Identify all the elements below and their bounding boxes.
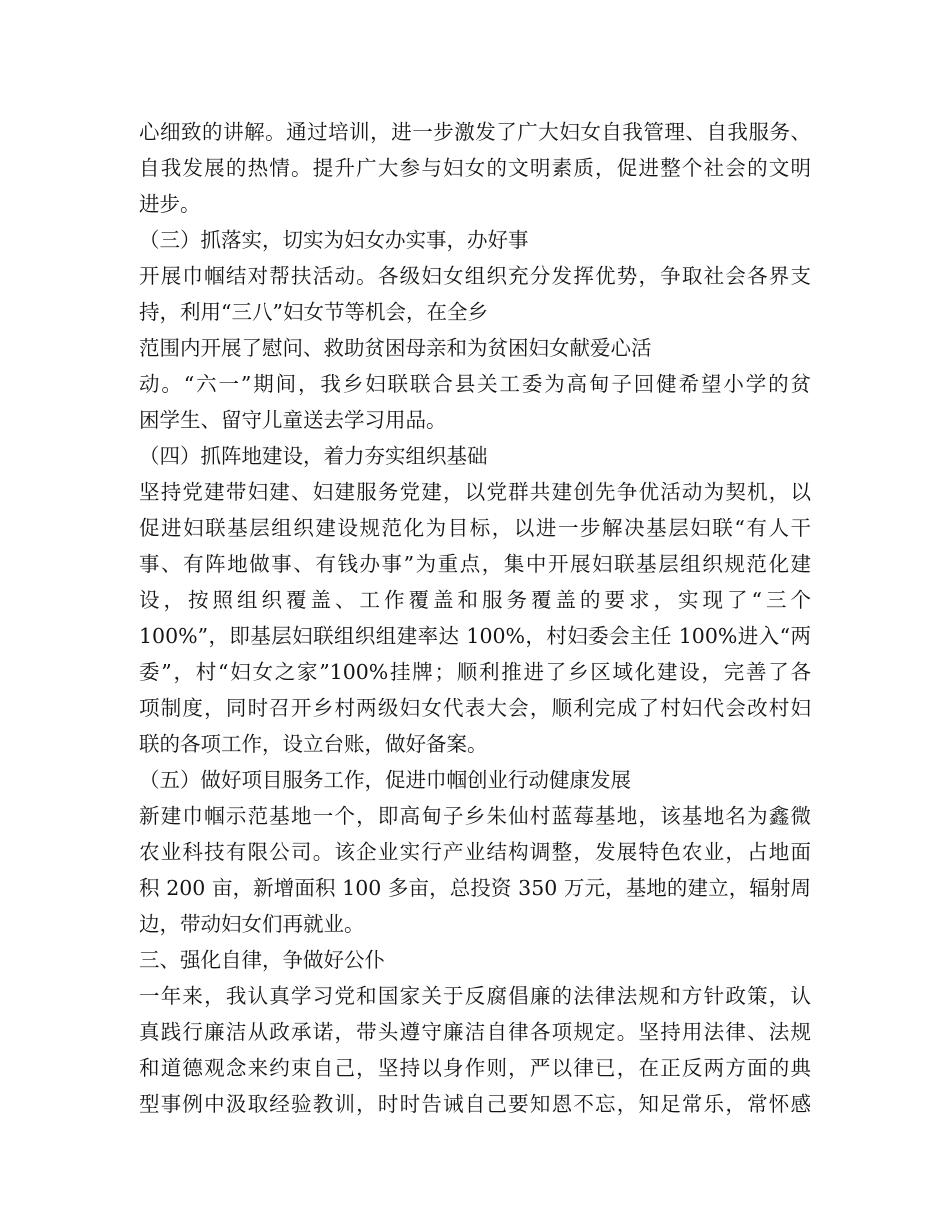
text-line: 联的各项工作，设立台账，做好备案。 [139,732,488,756]
text-line: 新建巾帼示范基地一个，即高甸子乡朱仙村蓝莓基地，该基地名为鑫微 [139,804,811,828]
text-line: 边，带动妇女们再就业。 [139,912,365,936]
text-line: 项制度，同时召开乡村两级妇女代表大会，顺利完成了村妇代会改村妇 [139,696,811,720]
text-line: 范围内开展了慰问、救助贫困母亲和为贫困妇女献爱心活 [139,336,652,360]
text-line: 委”，村“妇女之家”100%挂牌；顺利推进了乡区域化建设，完善了各 [139,660,811,684]
section-heading: 三、强化自律，争做好公仆 [139,948,385,972]
text-line: 设，按照组织覆盖、工作覆盖和服务覆盖的要求，实现了“三个 [139,588,811,612]
text-line: 自我发展的热情。提升广大参与妇女的文明素质，促进整个社会的文明 [139,156,811,180]
text-line: 坚持党建带妇建、妇建服务党建，以党群共建创先争优活动为契机，以 [139,480,811,504]
text-line: 事、有阵地做事、有钱办事”为重点，集中开展妇联基层组织规范化建 [139,552,811,576]
text-line: 心细致的讲解。通过培训，进一步激发了广大妇女自我管理、自我服务、 [139,120,811,144]
text-line: 动。“六一”期间，我乡妇联联合县关工委为高甸子回健希望小学的贫 [139,372,811,396]
section-heading: （五）做好项目服务工作，促进巾帼创业行动健康发展 [139,768,631,792]
text-line: 持，利用“三八”妇女节等机会，在全乡 [139,300,488,324]
text-line: 型事例中汲取经验教训，时时告诫自己要知恩不忘，知足常乐，常怀感 [139,1092,811,1116]
text-line: 开展巾帼结对帮扶活动。各级妇女组织充分发挥优势，争取社会各界支 [139,264,811,288]
section-heading: （三）抓落实，切实为妇女办实事，办好事 [139,228,529,252]
text-line: 一年来，我认真学习党和国家关于反腐倡廉的法律法规和方针政策，认 [139,984,811,1008]
text-line: 积 200 亩，新增面积 100 多亩，总投资 350 万元，基地的建立，辐射周 [139,876,811,900]
text-line: 进步。 [139,192,201,216]
section-heading: （四）抓阵地建设，着力夯实组织基础 [139,444,488,468]
text-line: 促进妇联基层组织建设规范化为目标，以进一步解决基层妇联“有人干 [139,516,811,540]
text-line: 和道德观念来约束自己，坚持以身作则，严以律已，在正反两方面的典 [139,1056,811,1080]
text-line: 100%”，即基层妇联组织组建率达 100%，村妇委会主任 100%进入“两 [139,624,811,648]
text-line: 困学生、留守儿童送去学习用品。 [139,408,447,432]
text-line: 农业科技有限公司。该企业实行产业结构调整，发展特色农业，占地面 [139,840,811,864]
text-line: 真践行廉洁从政承诺，带头遵守廉洁自律各项规定。坚持用法律、法规 [139,1020,811,1044]
